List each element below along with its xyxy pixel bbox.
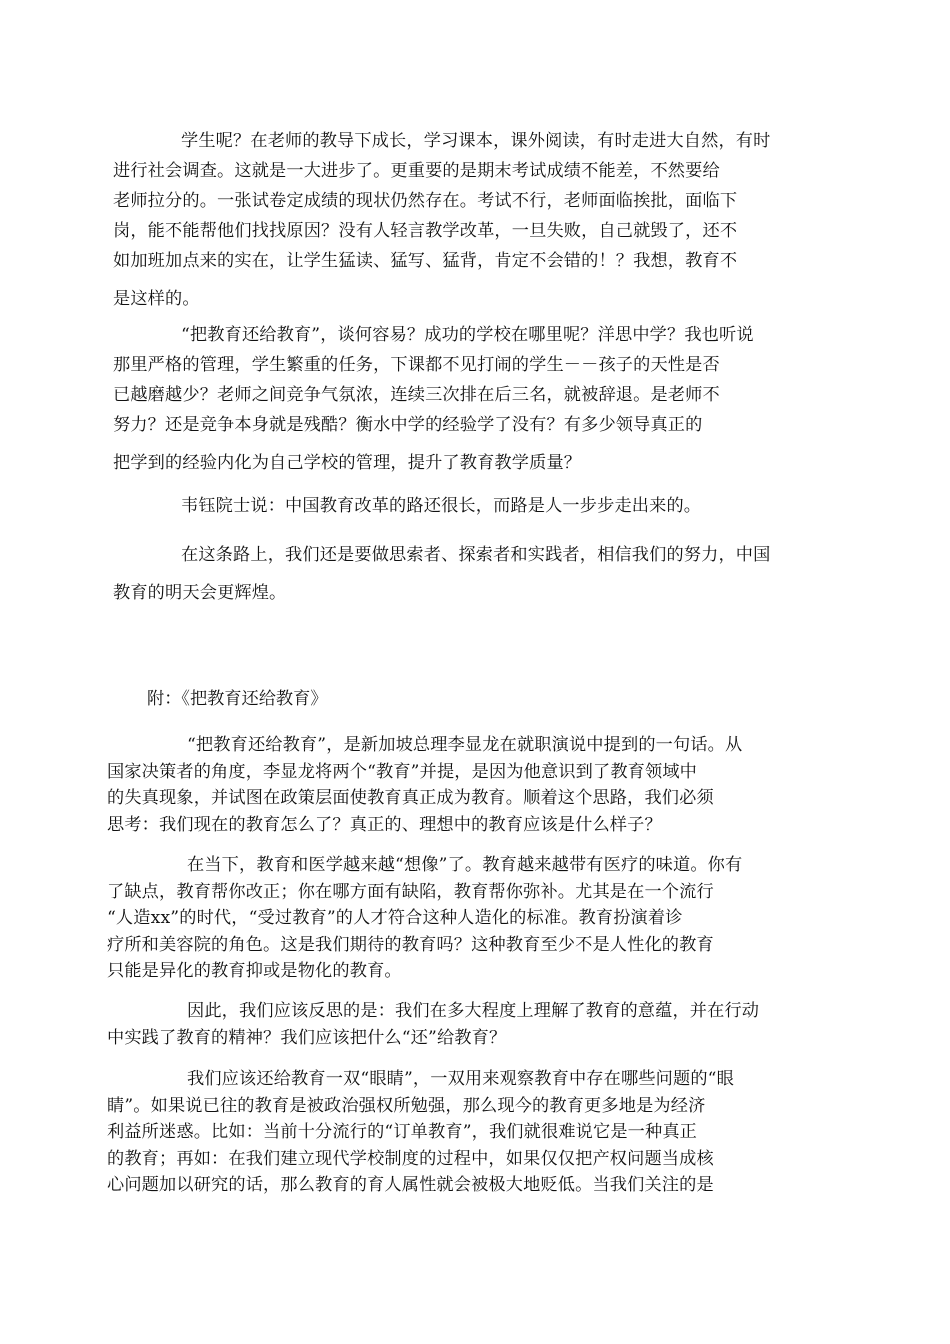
text-line: “把教育还给教育”，谈何容易？成功的学校在哪里呢？洋思中学？我也听说 xyxy=(181,325,754,345)
paragraph-lee-hsien-loong xyxy=(107,732,811,838)
text-line: 进行社会调查。这就是一大进步了。更重要的是期末考试成绩不能差，不然要给 xyxy=(113,161,720,181)
paragraph-wei-yu xyxy=(147,493,811,520)
text-line: 那里严格的管理，学生繁重的任务，下课都不见打闹的学生－－孩子的天性是否 xyxy=(113,355,720,375)
text-line: 疗所和美容院的角色。这是我们期待的教育吗？这种教育至少不是人性化的教育 xyxy=(107,934,714,955)
paragraph-students xyxy=(113,126,811,314)
text-line: 心问题加以研究的话，那么教育的育人属性就会被极大地贬低。当我们关注的是 xyxy=(107,1175,714,1195)
text-line: 在当下，教育和医学越来越“想像”了。教育越来越带有医疗的味道。你有 xyxy=(187,855,743,875)
text-line: 的失真现象，并试图在政策层面使教育真正成为教育。顺着这个思路，我们必须 xyxy=(107,788,714,808)
text-line: 韦钰院士说：中国教育改革的路还很长，而路是人一步步走出来的。 xyxy=(181,496,702,516)
text-line: 把学到的经验内化为自己学校的管理，提升了教育教学质量？ xyxy=(113,453,582,473)
text-line: “把教育还给教育”，是新加坡总理李显龙在就职演说中提到的一句话。从 xyxy=(187,735,743,755)
paragraph-eyes xyxy=(107,1066,811,1199)
text-line: 了缺点，教育帮你改正；你在哪方面有缺陷，教育帮你弥补。尤其是在一个流行 xyxy=(107,881,714,902)
text-line: 中实践了教育的精神？我们应该把什么“还”给教育？ xyxy=(107,1027,507,1048)
text-line: 教育的明天会更辉煌。 xyxy=(113,583,287,603)
text-line: 学生呢？在老师的教导下成长，学习课本，课外阅读，有时走进大自然，有时 xyxy=(181,131,771,151)
text-line: 努力？还是竞争本身就是残酷？衡水中学的经验学了没有？有多少领导真正的 xyxy=(113,415,703,435)
text-line: 因此，我们应该反思的是：我们在多大程度上理解了教育的意蕴，并在行动 xyxy=(187,1001,760,1021)
text-line: 岗，能不能帮他们找找原因？没有人轻言教学改革，一旦失败，自己就毁了，还不 xyxy=(113,221,738,241)
text-line: 利益所迷惑。比如：当前十分流行的“订单教育”，我们就很难说它是一种真正 xyxy=(107,1122,698,1142)
text-line: 已越磨越少？老师之间竞争气氛浓，连续三次排在后三名，就被辞退。是老师不 xyxy=(113,385,720,405)
paragraph-return-education xyxy=(113,320,811,478)
paragraph-on-this-road xyxy=(113,540,811,608)
text-line: 老师拉分的。一张试卷定成绩的现状仍然存在。考试不行，老师面临挨批，面临下 xyxy=(113,191,738,211)
text-line: 在这条路上，我们还是要做思索者、探索者和实践者，相信我们的努力，中国 xyxy=(181,545,771,565)
text-line: 是这样的。 xyxy=(113,289,200,309)
text-line: “人造xx”的时代，“受过教育”的人才符合这种人造化的标准。教育扮演着诊 xyxy=(107,908,683,928)
appendix-heading: 附：《把教育还给教育》 xyxy=(147,689,328,709)
paragraph-reflection xyxy=(107,998,811,1051)
text-line: 如加班加点来的实在，让学生猛读、猛写、猛背，肯定不会错的！？我想，教育不 xyxy=(113,251,738,271)
paragraph-education-medicine xyxy=(107,852,811,985)
text-line: 思考：我们现在的教育怎么了？真正的、理想中的教育应该是什么样子？ xyxy=(107,814,662,835)
text-line: 我们应该还给教育一双“眼睛”，一双用来观察教育中存在哪些问题的“眼 xyxy=(187,1069,734,1089)
text-line: 的教育；再如：在我们建立现代学校制度的过程中，如果仅仅把产权问题当成核 xyxy=(107,1148,714,1169)
text-line: 国家决策者的角度，李显龙将两个“教育”并提，是因为他意识到了教育领域中 xyxy=(107,761,698,782)
text-line: 只能是异化的教育抑或是物化的教育。 xyxy=(107,961,402,981)
text-line: 睛”。如果说已往的教育是被政治强权所勉强，那么现今的教育更多地是为经济 xyxy=(107,1095,706,1116)
